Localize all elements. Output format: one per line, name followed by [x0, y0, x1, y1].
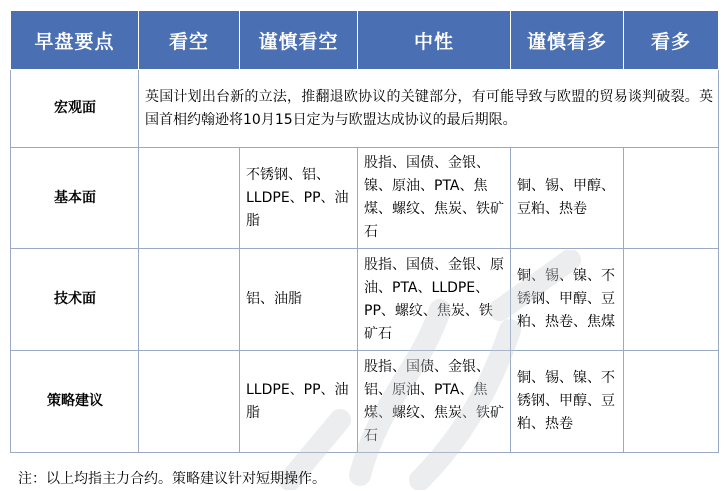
- row-label-macro: 宏观面: [11, 70, 139, 148]
- cell-fundamentals-cautious-bearish: 不锈钢、铝、LLDPE、PP、油脂: [240, 148, 358, 249]
- table-row-fundamentals: [11, 148, 719, 249]
- row-label-technicals: 技术面: [11, 249, 139, 351]
- header-bullish: 看多: [624, 11, 719, 70]
- table-row-macro: [11, 70, 719, 148]
- cell-fundamentals-bullish: [624, 148, 719, 249]
- outlook-table: [10, 10, 719, 453]
- macro-text: 英国计划出台新的立法，推翻退欧协议的关键部分，有可能导致与欧盟的贸易谈判破裂。英国首相约翰逊将10月15日定为与欧盟达成协议的最后期限。: [139, 70, 719, 148]
- table-row-strategy: [11, 351, 719, 453]
- cell-fundamentals-neutral: 股指、国债、金银、镍、原油、PTA、焦煤、螺纹、焦炭、铁矿石: [358, 148, 511, 249]
- header-key-points: 早盘要点: [11, 11, 139, 70]
- cell-strategy-cautious-bullish: 铜、锡、镍、不锈钢、甲醇、豆粕、热卷: [511, 351, 624, 453]
- cell-technicals-bullish: [624, 249, 719, 351]
- cell-strategy-cautious-bearish: LLDPE、PP、油脂: [240, 351, 358, 453]
- cell-technicals-cautious-bullish: 铜、锡、镍、不锈钢、甲醇、豆粕、热卷、焦煤: [511, 249, 624, 351]
- cell-fundamentals-bearish: [139, 148, 240, 249]
- cell-fundamentals-cautious-bullish: 铜、锡、甲醇、豆粕、热卷: [511, 148, 624, 249]
- cell-strategy-bearish: [139, 351, 240, 453]
- header-cautious-bearish: 谨慎看空: [240, 11, 358, 70]
- header-bearish: 看空: [139, 11, 240, 70]
- row-label-strategy: 策略建议: [11, 351, 139, 453]
- footnote: 注：以上均指主力合约。策略建议针对短期操作。: [18, 471, 326, 487]
- header-neutral: 中性: [358, 11, 511, 70]
- table-row-technicals: [11, 249, 719, 351]
- cell-technicals-bearish: [139, 249, 240, 351]
- cell-technicals-neutral: 股指、国债、金银、原油、PTA、LLDPE、PP、螺纹、焦炭、铁矿石: [358, 249, 511, 351]
- cell-strategy-neutral: 股指、国债、金银、铝、原油、PTA、焦煤、螺纹、焦炭、铁矿石: [358, 351, 511, 453]
- header-cautious-bullish: 谨慎看多: [511, 11, 624, 70]
- cell-technicals-cautious-bearish: 铝、油脂: [240, 249, 358, 351]
- header-row: [11, 11, 719, 70]
- row-label-fundamentals: 基本面: [11, 148, 139, 249]
- cell-strategy-bullish: [624, 351, 719, 453]
